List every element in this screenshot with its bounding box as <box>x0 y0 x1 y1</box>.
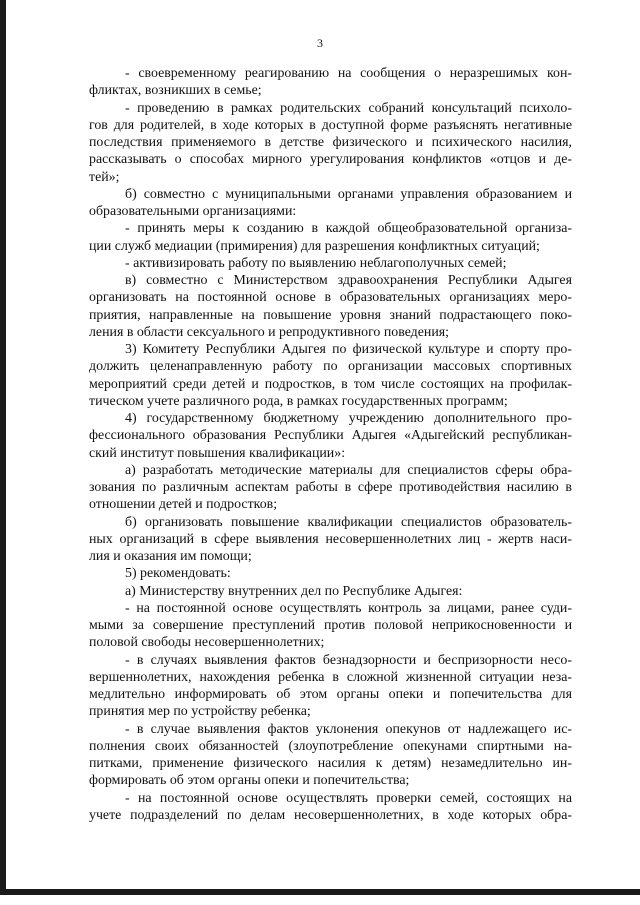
scan-edge-left <box>0 0 6 893</box>
text-line: отношении детей и подростков; <box>89 497 278 513</box>
text-line: последствия применяемого в детстве физического и психического насилия, <box>89 135 572 150</box>
text-line: тей»; <box>89 169 120 185</box>
text-line: ции служб медиации (примирения) для разрешения конфликтных ситуаций; <box>89 238 540 254</box>
text-line: вершеннолетних, нахождения ребенка в сложной жизненной ситуации неза- <box>89 669 572 685</box>
page-number: 3 <box>317 36 323 50</box>
text-line: б) совместно с муниципальными органами управления образованием и <box>125 186 572 202</box>
text-line: - на постоянной основе осуществлять контроль за лицами, ранее суди- <box>125 600 572 616</box>
text-line: ский институт повышения квалификации»: <box>89 445 346 461</box>
text-line: полнения своих обязанностей (злоупотребление опекунами спиртными на- <box>89 738 572 754</box>
text-line: тическом учете различного рода, в рамках государственных программ; <box>89 393 508 409</box>
text-line: гов для родителей, в ходе которых в доступной форме разъяснять негативные <box>89 117 572 133</box>
text-line: - в случаях выявления фактов безнадзорности и беспризорности несо- <box>125 652 572 668</box>
text-line: медлительно информировать об этом органы опеки и попечительства для <box>89 687 572 702</box>
text-line: лия и оказания им помощи; <box>89 549 252 564</box>
text-line: принятия мер по устройству ребенка; <box>89 704 311 720</box>
text-line: - на постоянной основе осуществлять проверки семей, состоящих на <box>125 790 572 806</box>
text-line: формировать об этом органы опеки и попечительства; <box>89 773 410 789</box>
text-line: мыми за совершение преступлений против половой неприкосновенности и <box>89 618 572 633</box>
text-line: - принять меры к созданию в каждой общеобразовательной организа- <box>125 221 572 237</box>
text-line: зования по различным аспектам работы в сфере противодействия насилию в <box>89 480 572 495</box>
text-line: 4) государственному бюджетному учреждению дополнительного про- <box>125 411 572 426</box>
text-line: 5) рекомендовать: <box>125 566 231 582</box>
text-line: ления в области сексуального и репродуктивного поведения; <box>89 324 450 340</box>
text-line: а) Министерству внутренних дел по Республике Адыгея: <box>125 583 463 599</box>
text-line: - в случае выявления фактов уклонения опекунов от надлежащего ис- <box>125 721 572 737</box>
text-line: в) совместно с Министерством здравоохранения Республики Адыгея <box>125 273 572 288</box>
text-line: учете подразделений по делам несовершеннолетних, в ходе которых обра- <box>89 807 572 823</box>
text-line: организовать на постоянной основе в образовательных организациях меро- <box>89 290 572 306</box>
text-line: мероприятий среди детей и подростков, в том числе состоящих на профилак- <box>89 376 572 392</box>
text-line: фессионального образования Республики Адыгея «Адыгейский республикан- <box>89 428 572 444</box>
text-line: а) разработать методические материалы для специалистов сферы обра- <box>125 462 572 478</box>
text-line: половой свободы несовершеннолетних; <box>89 635 325 651</box>
text-line: б) организовать повышение квалификации специалистов образователь- <box>125 514 572 530</box>
text-line: - проведению в рамках родительских собраний консультаций психоло- <box>125 100 572 116</box>
text-line: - активизировать работу по выявлению неблагополучных семей; <box>125 255 507 271</box>
text-line: 3) Комитету Республики Адыгея по физической культуре и спорту про- <box>125 342 572 357</box>
document-body <box>89 65 572 824</box>
text-line: ных организаций в сфере выявления несовершеннолетних лиц - жертв наси- <box>89 531 572 547</box>
text-line: рассказывать о способах мирного урегулирования конфликтов «отцов и де- <box>89 152 572 168</box>
text-line: приятия, направленные на повышение уровня знаний подрастающего поко- <box>89 307 572 323</box>
text-line: питками, применение физического насилия к детям) незамедлительно ин- <box>89 756 572 771</box>
text-line: - своевременному реагированию на сообщения о неразрешимых кон- <box>125 66 572 81</box>
text-line: образовательными организациями: <box>89 204 297 219</box>
scan-edge-bottom <box>0 889 640 895</box>
text-line: фликтах, возникших в семье; <box>89 83 262 99</box>
text-line: должить целенаправленную работу по организации массовых спортивных <box>89 359 572 375</box>
